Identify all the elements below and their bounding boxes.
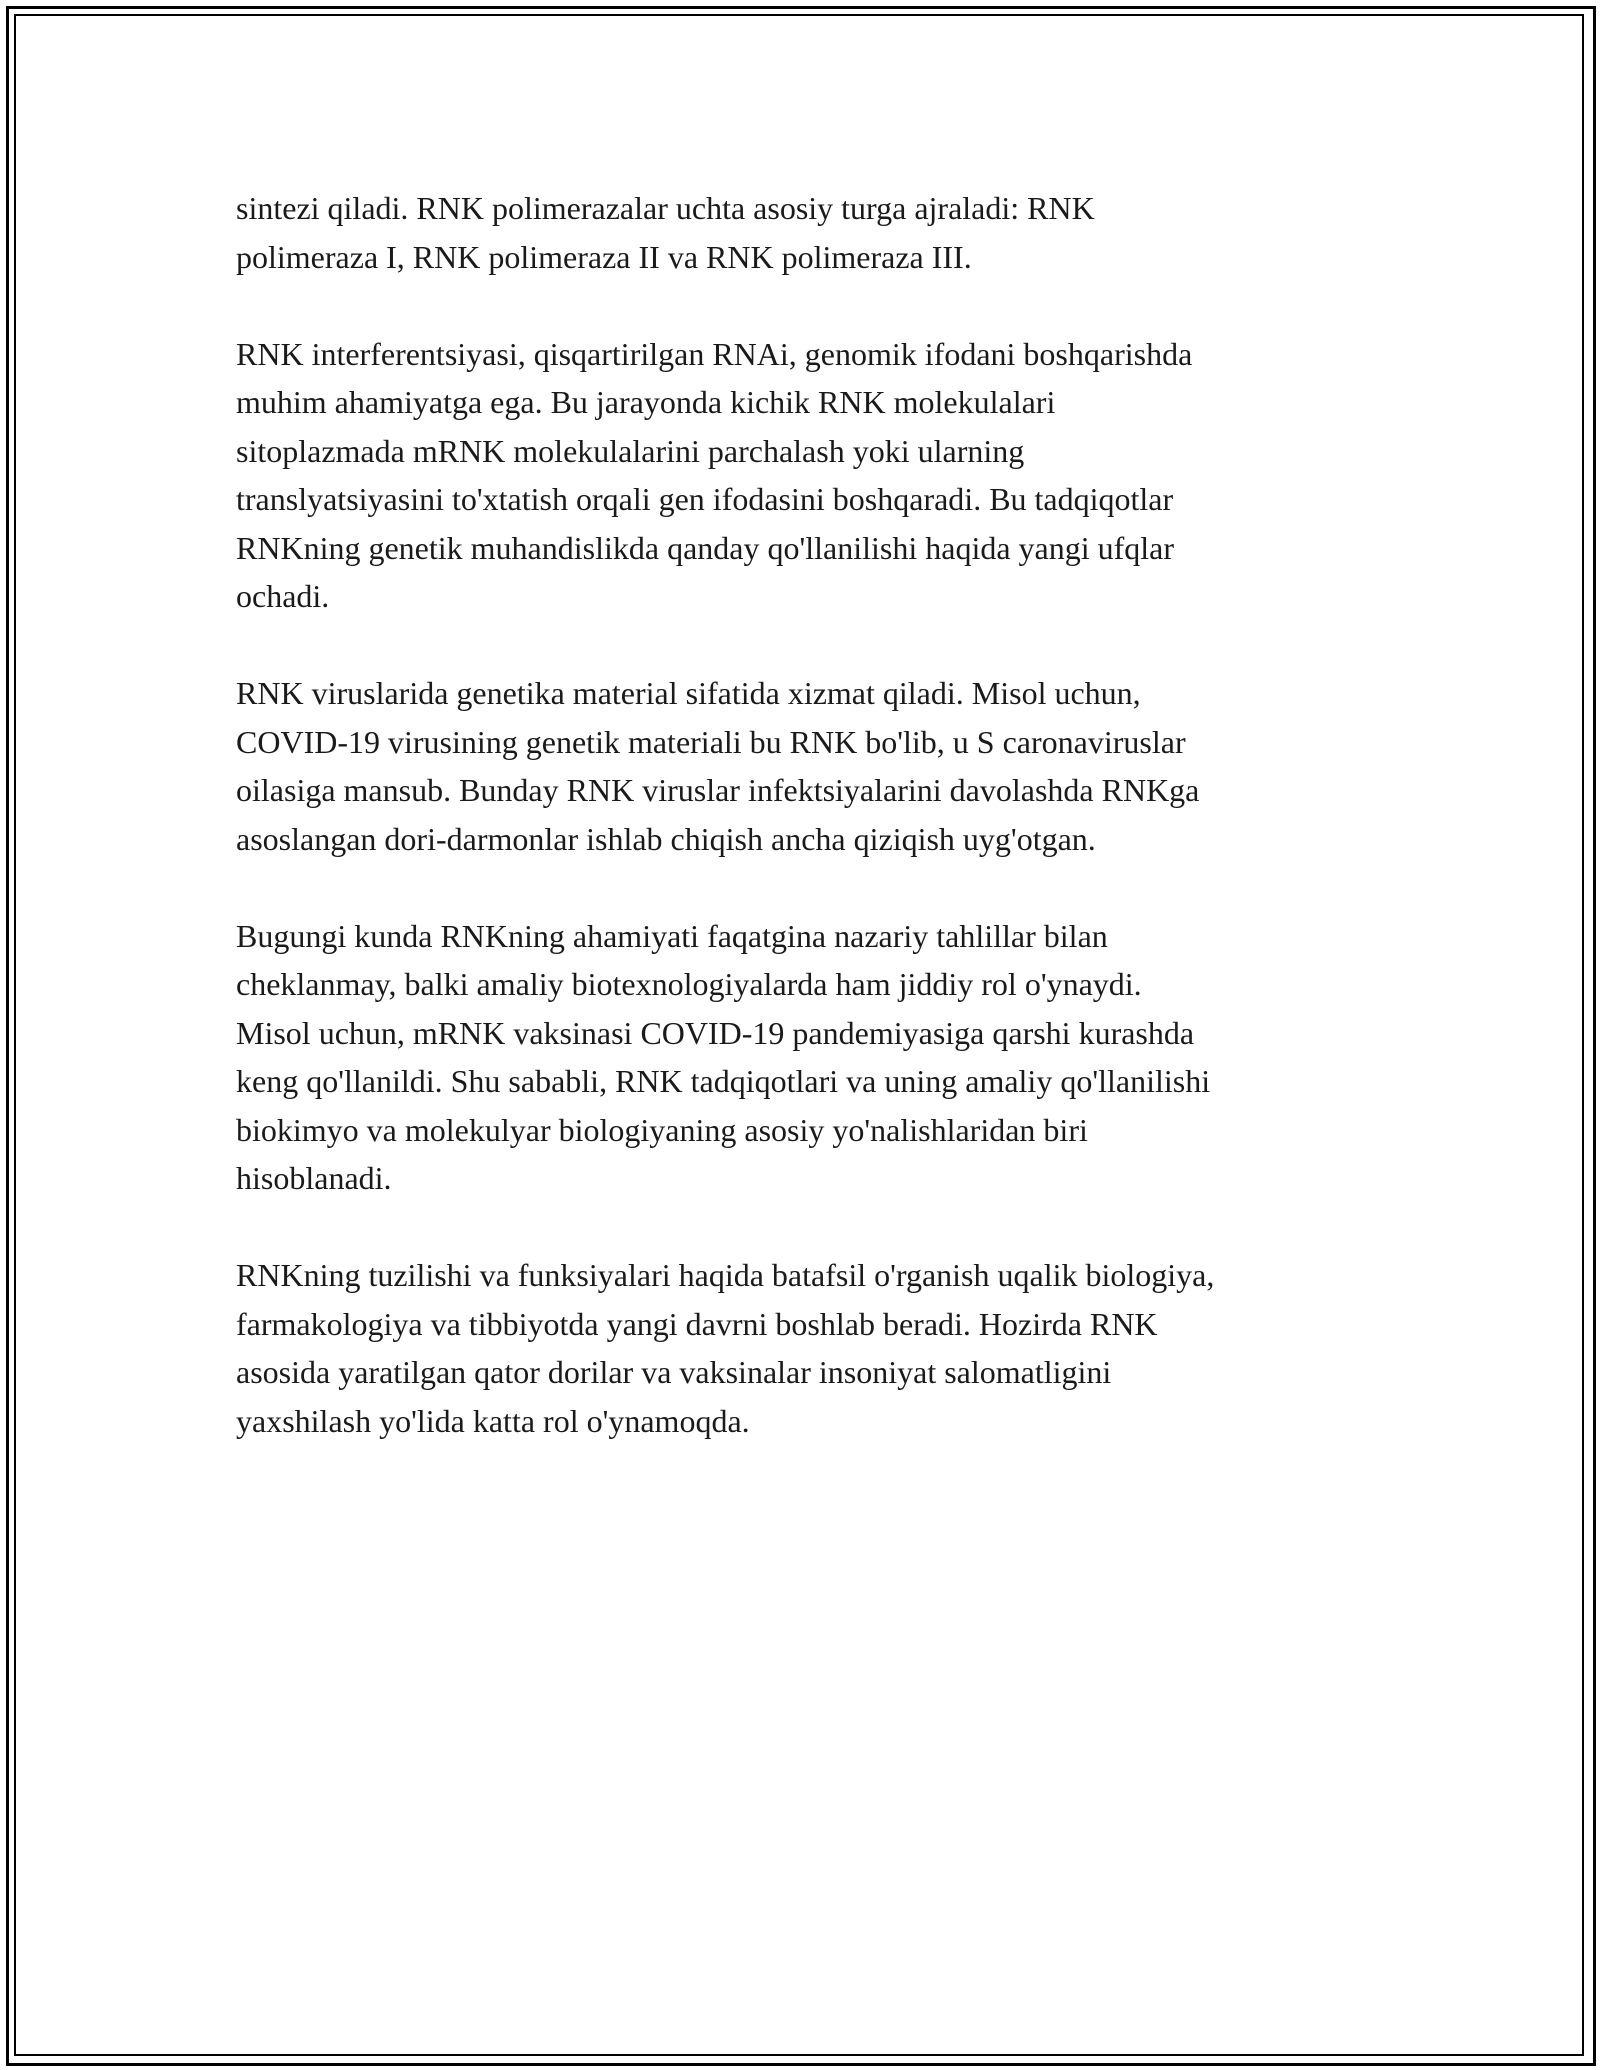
paragraph-rna-viruses: RNK viruslarida genetika material sifatida xizmat qiladi. Misol uchun, COVID-19 virusining genetik materiali bu RNK bo'lib, u S caronaviruslar oilasiga mansub. Bunday RNK viruslar infektsiyalarini davolashda RNKga asoslangan dori-darmonlar ishlab chiqish ancha qiziqish uyg'otgan. xyxy=(236,675,1200,857)
paragraph-rna-biotechnology: Bugungi kunda RNKning ahamiyati faqatgina nazariy tahlillar bilan cheklanmay, balki amaliy biotexnologiyalarda ham jiddiy rol o'ynaydi. Misol uchun, mRNK vaksinasi COVID-19 pandemiyasiga qarshi kurashda keng qo'llanildi. Shu sababli, RNK tadqiqotlari va uning amaliy qo'llanilishi biokimyo va molekulyar biologiyaning asosiy yo'nalishlaridan biri hisoblanadi. xyxy=(236,917,1211,1196)
paragraph-rna-conclusion: RNKning tuzilishi va funksiyalari haqida batafsil o'rganish uqalik biologiya, farmakologiya va tibbiyotda yangi davrni boshlab beradi. Hozirda RNK asosida yaratilgan qator dorilar va vaksinalar insoniyat salomatligini yaxshilash yo'lida katta rol o'ynamoqda. xyxy=(236,1257,1215,1439)
paragraph-rnk-polymerases: sintezi qiladi. RNK polimerazalar uchta asosiy turga ajraladi: RNK polimeraza I, RNK polimeraza II va RNK polimeraza III. xyxy=(236,190,1095,275)
paragraph-rna-interference: RNK interferentsiyasi, qisqartirilgan RNAi, genomik ifodani boshqarishda muhim ahamiyatga ega. Bu jarayonda kichik RNK molekulalari sitoplazmada mRNK molekulalarini parchalash yoki ularning translyatsiyasini to'xtatish orqali gen ifodasini boshqaradi. Bu tadqiqotlar RNKning genetik muhandislikda qanday qo'llanilishi haqida yangi ufqlar ochadi. xyxy=(236,335,1193,614)
document-body xyxy=(236,184,1376,1494)
